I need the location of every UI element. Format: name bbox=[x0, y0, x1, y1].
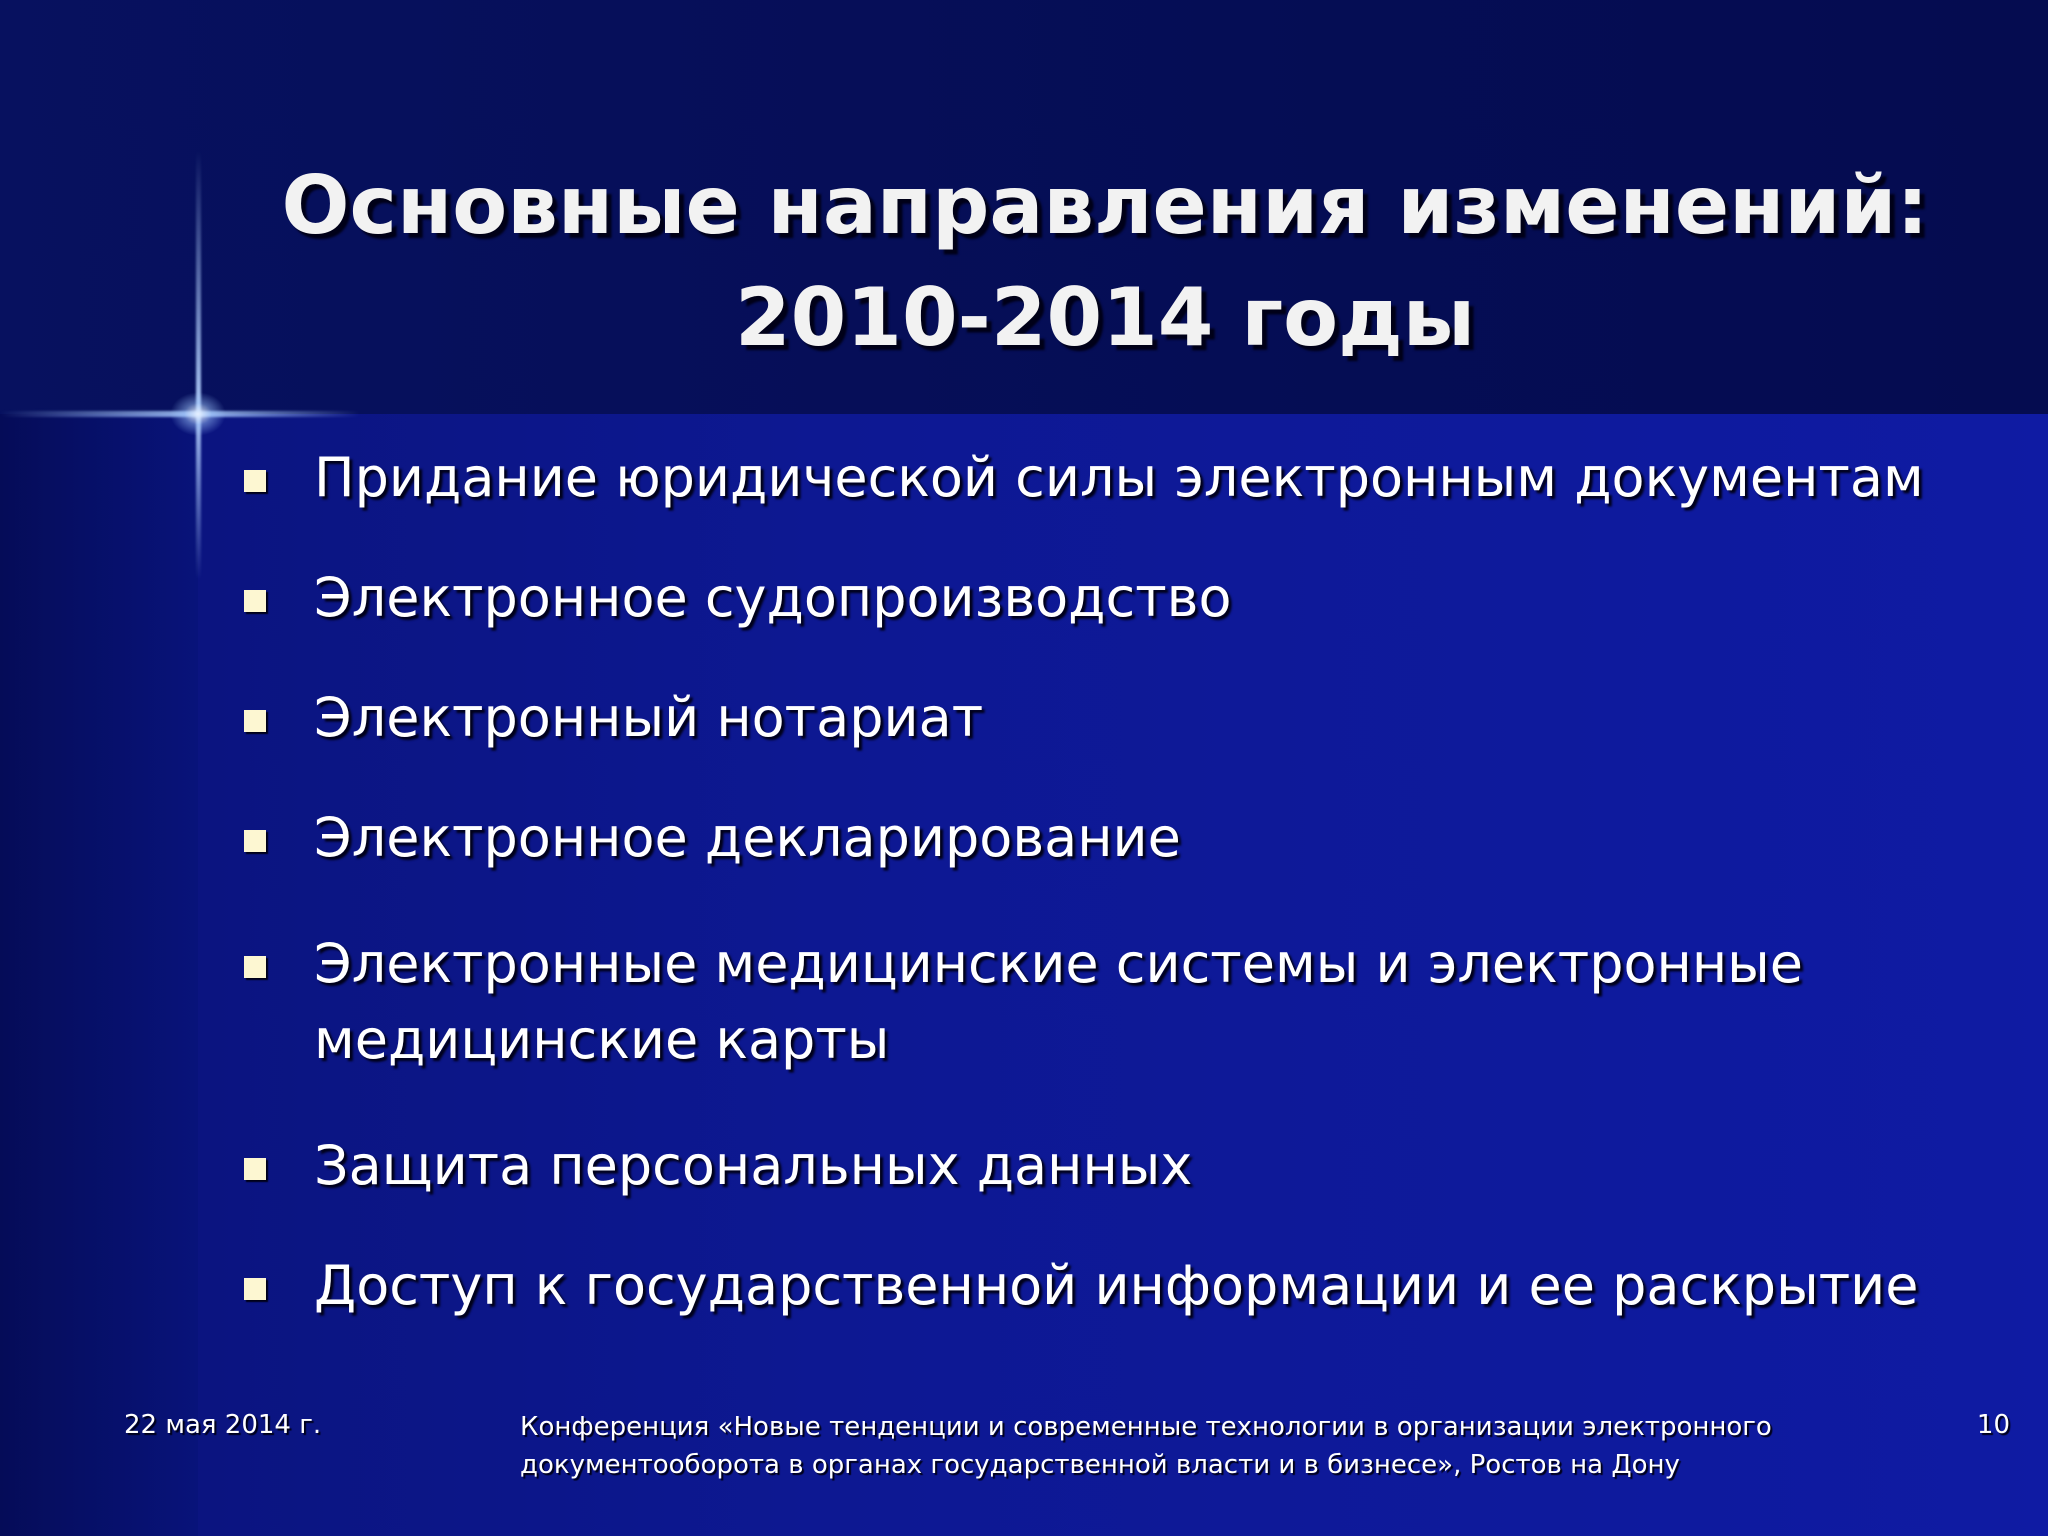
bullet-list bbox=[240, 440, 2020, 1324]
slide-number: 10 bbox=[1976, 1410, 2010, 1440]
bullet-text: Придание юридической силы электронным документам bbox=[314, 446, 1924, 509]
bullet-text: Электронное судопроизводство bbox=[314, 566, 1232, 629]
bullet-text: Электронные медицинские системы и электронные медицинские карты bbox=[314, 932, 1803, 1071]
bullet-item bbox=[240, 560, 2020, 636]
bullet-text: Защита персональных данных bbox=[314, 1134, 1193, 1197]
bullet-square-icon bbox=[244, 590, 266, 612]
bullet-item bbox=[240, 1128, 2020, 1204]
bullet-square-icon bbox=[244, 1158, 266, 1180]
footer-date: 22 мая 2014 г. bbox=[124, 1410, 322, 1440]
bullet-text: Электронное декларирование bbox=[314, 806, 1181, 869]
slide-title bbox=[230, 150, 1980, 374]
footer-conference-line-1: Конференция «Новые тенденции и современные технологии в организации электронного bbox=[520, 1412, 1772, 1442]
left-band bbox=[0, 414, 198, 1536]
light-flare-vertical bbox=[196, 150, 201, 580]
bullet-text: Электронный нотариат bbox=[314, 686, 984, 749]
bullet-item bbox=[240, 680, 2020, 756]
bullet-item bbox=[240, 440, 2020, 516]
bullet-square-icon bbox=[244, 470, 266, 492]
bullet-item bbox=[240, 1248, 2020, 1324]
slide-title-line-1: Основные направления изменений: bbox=[281, 159, 1929, 252]
bullet-item bbox=[240, 926, 2020, 1078]
bullet-square-icon bbox=[244, 710, 266, 732]
footer-conference-line-2: документооборота в органах государственной власти и в бизнесе», Ростов на Дону bbox=[520, 1450, 1680, 1480]
footer-conference bbox=[520, 1408, 1772, 1484]
bullet-text: Доступ к государственной информации и ее раскрытие bbox=[314, 1254, 1919, 1317]
bullet-square-icon bbox=[244, 956, 266, 978]
bullet-item bbox=[240, 800, 2020, 876]
bullet-square-icon bbox=[244, 830, 266, 852]
slide-title-line-2: 2010-2014 годы bbox=[734, 271, 1476, 364]
bullet-square-icon bbox=[244, 1278, 266, 1300]
light-flare-core bbox=[170, 392, 226, 436]
